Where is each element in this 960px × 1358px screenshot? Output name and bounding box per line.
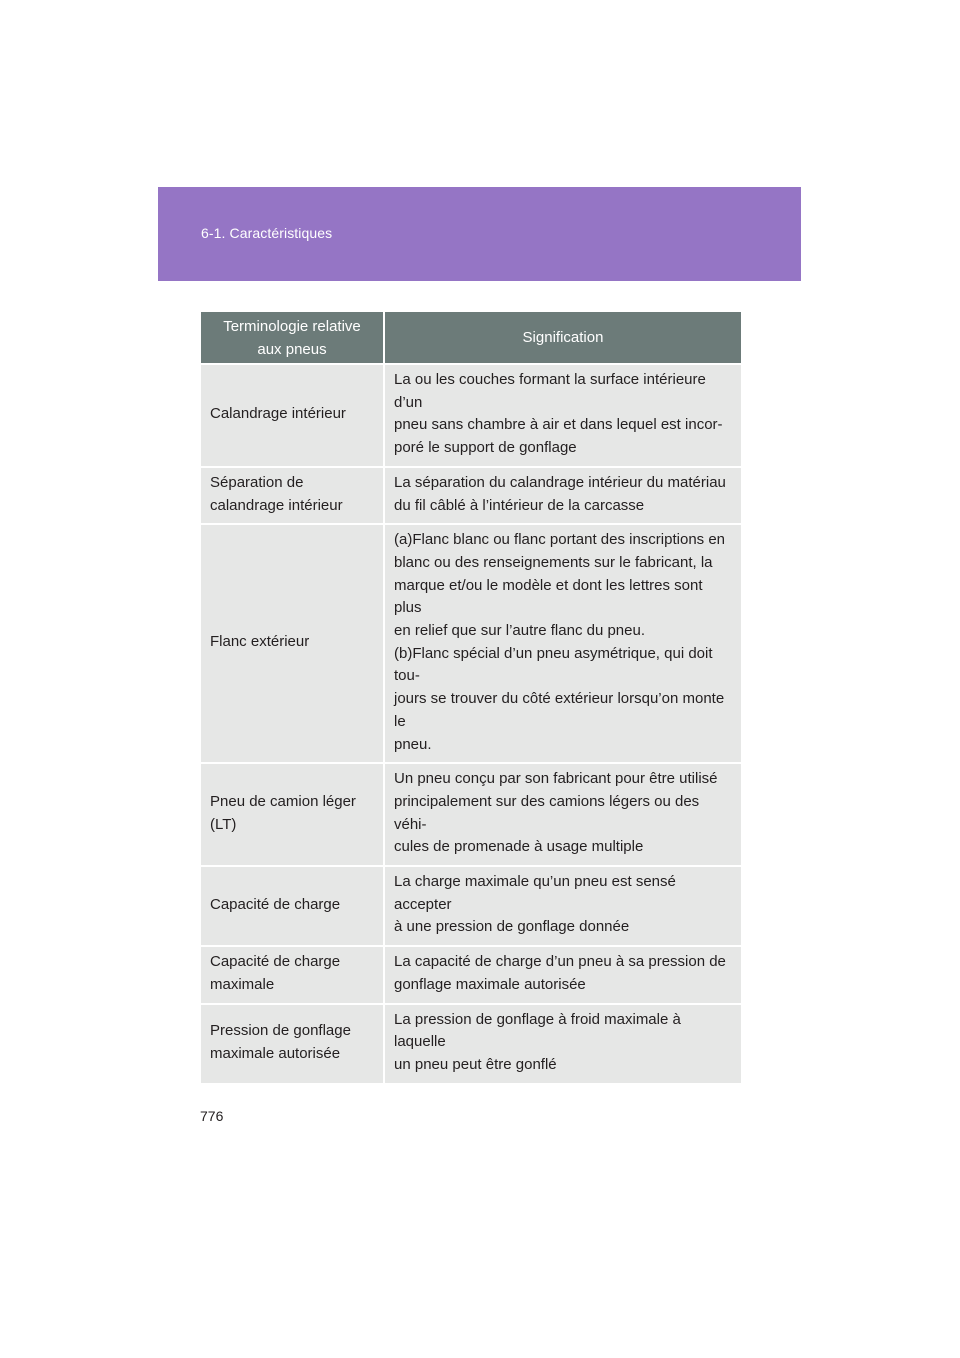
table-row: [201, 946, 741, 1003]
meaning-cell: La ou les couches formant la surface intérieure d’un pneu sans chambre à air et dans lequel est incor- poré le support de gonflage: [384, 364, 741, 467]
term-cell: Pression de gonflage maximale autorisée: [201, 1004, 384, 1083]
table-header-row: [201, 312, 741, 364]
table-row: [201, 364, 741, 467]
table-row: [201, 866, 741, 946]
tire-terminology-table: [201, 312, 741, 1083]
term-cell: Capacité de charge maximale: [201, 946, 384, 1003]
section-header-band: [158, 187, 801, 281]
meaning-cell: Un pneu conçu par son fabricant pour être utilisé principalement sur des camions légers ou des véhi- cules de promenade à usage multiple: [384, 763, 741, 866]
term-cell: Flanc extérieur: [201, 524, 384, 763]
term-cell: Calandrage intérieur: [201, 364, 384, 467]
table-row: [201, 467, 741, 524]
meaning-cell: (a)Flanc blanc ou flanc portant des inscriptions en blanc ou des renseignements sur le fabricant, la marque et/ou le modèle et dont les lettres sont plus en relief que sur l’autre flanc du pneu. (b)Flanc spécial d’un pneu asymétrique, qui doit tou- jours se trouver du côté extérieur lorsqu’on monte le pneu.: [384, 524, 741, 763]
meaning-cell: La charge maximale qu’un pneu est sensé accepter à une pression de gonflage donnée: [384, 866, 741, 946]
page-number: 776: [200, 1108, 224, 1124]
term-cell: Pneu de camion léger (LT): [201, 763, 384, 866]
column-header-term: Terminologie relative aux pneus: [201, 312, 384, 364]
table-row: [201, 763, 741, 866]
meaning-cell: La séparation du calandrage intérieur du matériau du fil câblé à l’intérieur de la carcasse: [384, 467, 741, 524]
table-row: [201, 524, 741, 763]
meaning-cell: La pression de gonflage à froid maximale à laquelle un pneu peut être gonflé: [384, 1004, 741, 1083]
section-label: 6-1. Caractéristiques: [201, 225, 333, 241]
term-cell: Séparation de calandrage intérieur: [201, 467, 384, 524]
meaning-cell: La capacité de charge d’un pneu à sa pression de gonflage maximale autorisée: [384, 946, 741, 1003]
term-cell: Capacité de charge: [201, 866, 384, 946]
table-row: [201, 1004, 741, 1083]
column-header-meaning: Signification: [384, 312, 741, 364]
